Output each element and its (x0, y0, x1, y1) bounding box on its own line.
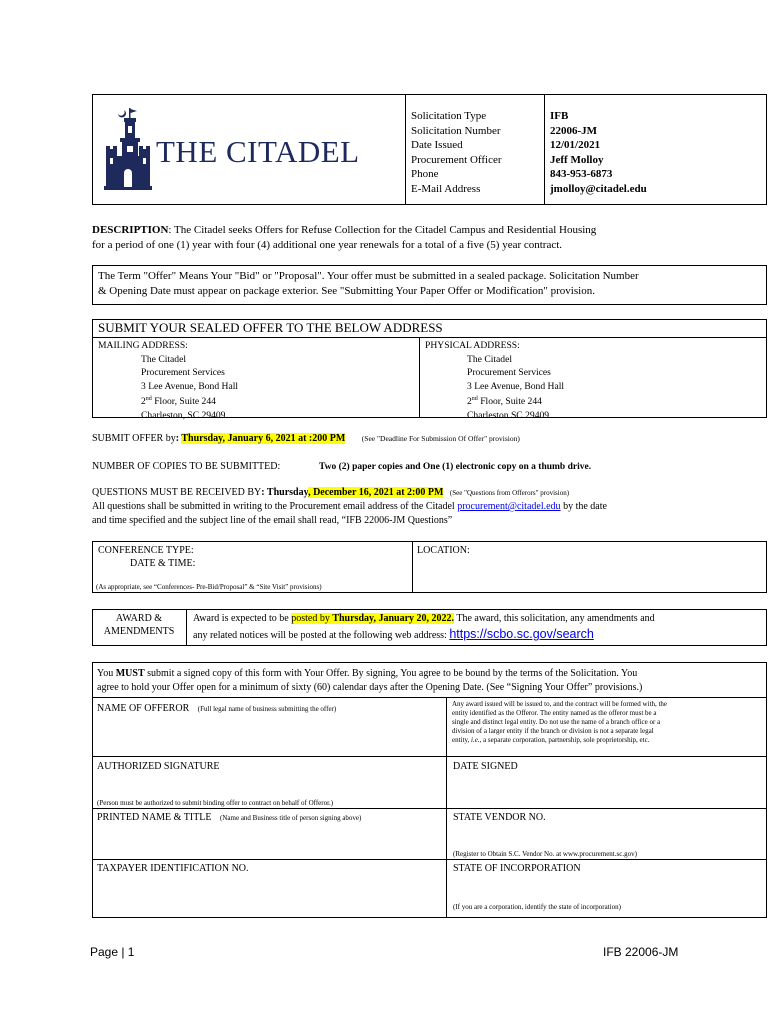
address-title: SUBMIT YOUR SEALED OFFER TO THE BELOW ADDRESS (98, 320, 443, 335)
date-signed-label: DATE SIGNED (453, 761, 518, 772)
signing-instructions: You MUST submit a signed copy of this form with Your Offer. By signing, You agree to be bound by the terms of the Solicitation. You agree to hold your Offer open for a minimum of sixty (60) calendar days after the Opening Date. (See “Signing Your Offer” provisions.) (97, 668, 643, 693)
state-vendor-note: (Register to Obtain S.C. Vendor No. at www.procurement.sc.gov) (453, 850, 637, 858)
award-text-line-1: Award is expected to be posted by Thursday, January 20, 2022. The award, this solicitation, any amendments and (193, 613, 655, 624)
state-vendor-field[interactable] (450, 826, 763, 846)
conference-type-label: CONFERENCE TYPE: (98, 545, 194, 556)
copies-value: Two (2) paper copies and One (1) electronic copy on a thumb drive. (319, 462, 592, 472)
page-number: Page | 1 (90, 945, 135, 959)
label-date-issued: Date Issued (411, 139, 463, 151)
printed-name-label: PRINTED NAME & TITLE (97, 812, 212, 823)
submit-offer-label: SUBMIT OFFER by (92, 433, 176, 444)
award-date: Thursday, January 20, 2022. (332, 613, 455, 624)
authorized-signature-note: (Person must be authorized to submit binding offer to contract on behalf of Offeror.) (97, 799, 334, 807)
description-label: DESCRIPTION (92, 224, 169, 236)
header-values (550, 109, 647, 196)
submit-offer-date: Thursday, January 6, 2021 at :200 PM (181, 433, 346, 444)
citadel-logo-text: THE CITADEL (156, 134, 360, 169)
questions-note: (See "Questions from Offerors" provision) (449, 489, 570, 497)
value-email: jmolloy@citadel.edu (550, 182, 647, 195)
conference-location-label: LOCATION: (417, 545, 470, 556)
label-solicitation-type: Solicitation Type (411, 110, 487, 122)
procurement-email-link[interactable]: procurement@citadel.edu (457, 501, 561, 512)
questions-label: QUESTIONS MUST BE RECEIVED BY (92, 487, 262, 498)
label-solicitation-number: Solicitation Number (411, 124, 501, 137)
copies-label: NUMBER OF COPIES TO BE SUBMITTED: (92, 461, 281, 472)
mailing-address-label: MAILING ADDRESS: (98, 340, 188, 351)
state-of-incorporation-label: STATE OF INCORPORATION (453, 863, 581, 874)
state-vendor-label: STATE VENDOR NO. (453, 812, 546, 823)
value-solicitation-number: 22006-JM (550, 124, 598, 137)
name-of-offeror-note: (Full legal name of business submitting the offer) (197, 705, 337, 713)
tin-field[interactable] (96, 877, 442, 914)
physical-address-label: PHYSICAL ADDRESS: (425, 340, 520, 351)
award-entity-note: Any award issued will be issued to, and the contract will be formed with, the entity identified as the Offeror. The entity named as the offeror must be a single and distinct legal entity. Do not use the name of a branch office or a division of a larger entity if the branch or division is not a separate legal entity, i.e., a separate corporation, partnership, sole proprietorship, etc. (452, 700, 668, 744)
questions-line: QUESTIONS MUST BE RECEIVED BY: Thursday, December 16, 2021 at 2:00 PM (See "Questions from Offerors" provision) (92, 487, 570, 498)
footer-doc-id: IFB 22006-JM (603, 945, 679, 959)
state-of-incorporation-field[interactable] (450, 877, 763, 899)
citadel-tower-logo (104, 108, 152, 190)
label-phone: Phone (411, 168, 439, 180)
printed-name-cell (97, 811, 361, 825)
authorized-signature-field[interactable] (96, 775, 442, 797)
value-date-issued: 12/01/2021 (550, 139, 601, 151)
tin-label: TAXPAYER IDENTIFICATION NO. (97, 863, 249, 874)
date-signed-field[interactable] (450, 775, 763, 805)
label-email: E-Mail Address (411, 182, 481, 195)
award-label: AWARD & AMENDMENTS (103, 613, 175, 637)
name-of-offeror-label: NAME OF OFFEROR (97, 703, 190, 714)
label-procurement-officer: Procurement Officer (411, 153, 502, 166)
value-procurement-officer: Jeff Molloy (550, 153, 604, 166)
scbo-search-link[interactable]: https://scbo.sc.gov/search (449, 627, 594, 641)
value-phone: 843-953-6873 (550, 168, 613, 180)
submit-offer-note: (See "Deadline For Submission Of Offer" provision) (361, 434, 520, 443)
physical-address: PHYSICAL ADDRESS: The Citadel Procurement Services 3 Lee Avenue, Bond Hall 2nd Floor, Suite 244 Charleston SC 29409 (425, 340, 565, 422)
offer-notice-text: The Term "Offer" Means Your "Bid" or "Proposal". Your offer must be submitted in a sealed package. Solicitation Number & Opening Date must appear on package exterior. See "Submitting Your Paper Offer or Modification" provision. (98, 270, 639, 297)
conference-datetime-label: DATE & TIME: (130, 558, 196, 569)
award-text-line-2: any related notices will be posted at the following web address: https://scbo.sc.gov/search (193, 627, 594, 641)
printed-name-field[interactable] (96, 826, 442, 856)
submit-offer-line: SUBMIT OFFER by: Thursday, January 6, 2021 at :200 PM (See "Deadline For Submission Of Offer" provision) (92, 433, 520, 444)
mailing-address: MAILING ADDRESS: The Citadel Procurement Services 3 Lee Avenue, Bond Hall 2nd Floor, Suite 244 Charleston, SC 29409 (98, 340, 239, 422)
description: DESCRIPTION: The Citadel seeks Offers for Refuse Collection for the Citadel Campus and Residential Housing for a period of one (1) year with four (4) additional one year renewals for a total of a five (5) year contract. (92, 224, 597, 251)
printed-name-note: (Name and Business title of person signing above) (220, 814, 362, 822)
questions-line-2: All questions shall be submitted in writing to the Procurement email address of the Citadel procurement@citadel.edu by the date (92, 501, 607, 512)
name-of-offeror-cell (97, 702, 336, 716)
header-labels (411, 109, 502, 196)
value-solicitation-type: IFB (550, 110, 569, 122)
state-of-incorporation-note: (If you are a corporation, identify the state of incorporation) (453, 903, 621, 911)
questions-line-3: and time specified and the subject line of the email shall read, “IFB 22006-JM Questions” (92, 515, 453, 526)
name-of-offeror-field[interactable] (96, 718, 442, 753)
conference-note: (As appropriate, see “Conferences- Pre-Bid/Proposal” & “Site Visit” provisions) (96, 583, 322, 591)
questions-date: , December 16, 2021 at 2:00 PM (308, 487, 444, 498)
authorized-signature-label: AUTHORIZED SIGNATURE (97, 761, 220, 772)
